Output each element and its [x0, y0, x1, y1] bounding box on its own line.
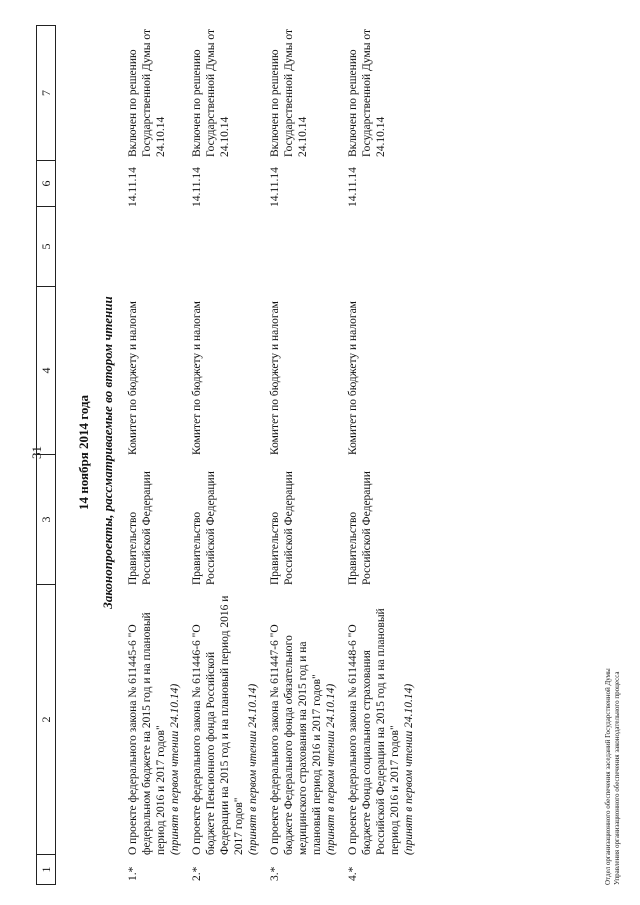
entry-status: Включен по решению Государственной Думы от 24.10.14: [347, 29, 387, 157]
bill-entry: [346, 25, 416, 885]
entry-title-cell: [190, 585, 260, 855]
entry-status: Включен по решению Государственной Думы от 24.10.14: [191, 29, 231, 157]
column-number-3: 3: [37, 454, 55, 584]
entry-title-cell: [346, 585, 416, 855]
column-number-5: 5: [37, 206, 55, 286]
entry-committee: Комитет по бюджету и налогам: [269, 301, 281, 455]
entry-col5: [190, 207, 260, 287]
column-number-header: [36, 25, 56, 885]
entry-date: 14.11.14: [191, 167, 203, 207]
entry-title-cell: [126, 585, 182, 855]
page-number: 31: [29, 446, 44, 459]
entry-col5: [346, 207, 416, 287]
bill-entry: [268, 25, 338, 885]
entry-date: 14.11.14: [347, 167, 359, 207]
entry-date: 14.11.14: [127, 167, 139, 207]
column-number-1: 1: [37, 854, 55, 884]
entry-note: (принят в первом чтении 24.10.14): [403, 683, 415, 855]
entry-number: 1.*: [127, 866, 139, 881]
entry-number: 4.*: [347, 866, 359, 881]
entry-title-cell: [268, 585, 338, 855]
entry-note: (принят в первом чтении 24.10.14): [325, 683, 337, 855]
entry-title: О проекте федерального закона № 611446-6 "О бюджете Пенсионного фонда Российской Федерации на 2015 год и на плановый период 2016 и 2017 годов": [191, 595, 245, 855]
entry-committee: Комитет по бюджету и налогам: [127, 301, 139, 455]
entry-col5: [126, 207, 182, 287]
column-number-6: 6: [37, 160, 55, 206]
footer-line-1: Отдел организационного обеспечения заседаний Государственной Думы: [604, 668, 612, 885]
entry-title: О проекте федерального закона № 611448-6 "О бюджете Фонда социального страхования Российской Федерации на 2015 год и на плановый период 2016 и 2017 годов": [347, 608, 401, 855]
bill-entry: [126, 25, 182, 885]
entry-author: Правительство Российской Федерации: [347, 471, 373, 585]
page-footer: [604, 668, 622, 885]
entry-note: (принят в первом чтении 24.10.14): [169, 683, 181, 855]
entry-number: 3.*: [269, 866, 281, 881]
entry-date: 14.11.14: [269, 167, 281, 207]
section-heading: Законопроекты, рассматриваемые во втором чтении: [100, 296, 115, 609]
entry-col5: [268, 207, 338, 287]
entry-title: О проекте федерального закона № 611445-6 "О федеральном бюджете на 2015 год и на плановый период 2016 и 2017 годов": [127, 612, 167, 855]
entry-author: Правительство Российской Федерации: [191, 471, 217, 585]
entry-status: Включен по решению Государственной Думы от 24.10.14: [269, 29, 309, 157]
column-number-4: 4: [37, 286, 55, 454]
bill-list: [126, 25, 424, 885]
date-heading: 14 ноября 2014 года: [76, 394, 91, 511]
footer-line-2: Управления организационного обеспечения законодательного процесса: [613, 671, 621, 885]
entry-author: Правительство Российской Федерации: [269, 471, 295, 585]
entry-status: Включен по решению Государственной Думы от 24.10.14: [127, 29, 167, 157]
entry-title: О проекте федерального закона № 611447-6 "О бюджете Федерального фонда обязательного медицинского страхования на 2015 год и на плановый период 2016 и 2017 годов": [269, 624, 323, 855]
entry-number: 2.*: [191, 866, 203, 881]
column-number-7: 7: [39, 90, 53, 96]
entry-note: (принят в первом чтении 24.10.14): [247, 683, 259, 855]
bill-entry: [190, 25, 260, 885]
entry-committee: Комитет по бюджету и налогам: [347, 301, 359, 455]
entry-author: Правительство Российской Федерации: [127, 471, 153, 585]
column-number-2: 2: [37, 584, 55, 854]
entry-committee: Комитет по бюджету и налогам: [191, 301, 203, 455]
